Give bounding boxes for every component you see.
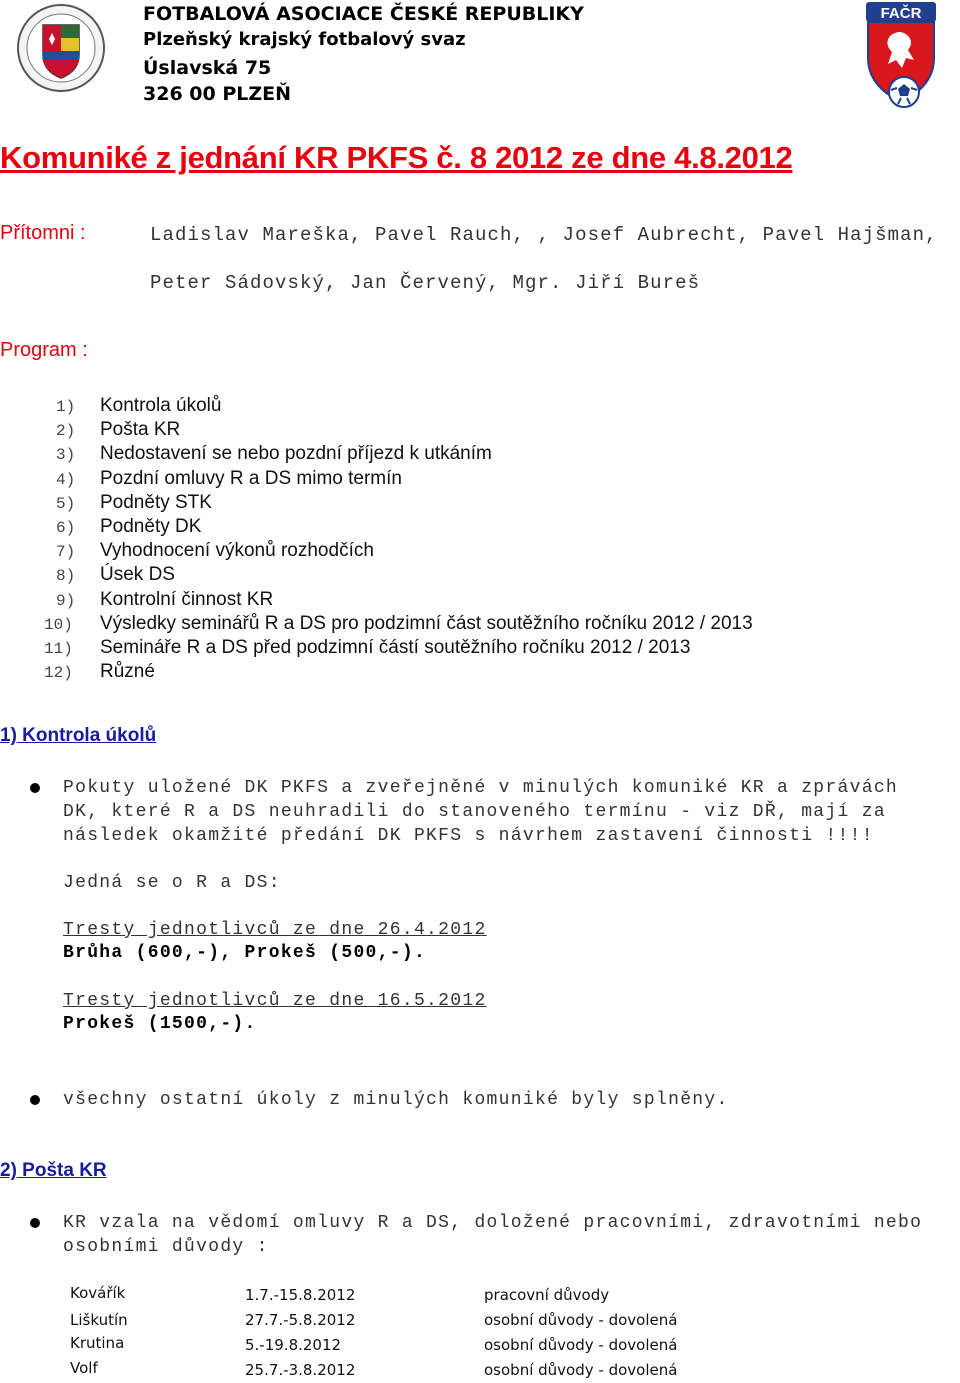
- excuse-name: Liškutín: [70, 1311, 128, 1329]
- section-1-bullet-2: všechny ostatní úkoly z minulých komuniké byly splněny.: [63, 1090, 729, 1110]
- excuse-dates: 27.7.-5.8.2012: [245, 1311, 356, 1329]
- excuse-reason: osobní důvody - dovolená: [484, 1311, 678, 1329]
- program-item: 11) Semináře R a DS před podzimní částí soutěžního ročníku 2012 / 2013: [44, 636, 691, 658]
- penalty-2-names: Prokeš (1500,-).: [63, 1014, 257, 1034]
- excuse-row: [70, 1308, 770, 1333]
- attendance-label: Přítomni :: [0, 222, 86, 244]
- program-item: 2) Pošta KR: [56, 419, 181, 441]
- program-item: 10) Výsledky seminářů R a DS pro podzimní část soutěžního ročníku 2012 / 2013: [44, 612, 753, 634]
- attendance-line-1: Ladislav Mareška, Pavel Rauch, , Josef Aubrecht, Pavel Hajšman,: [150, 224, 938, 246]
- pkfs-emblem: [16, 3, 106, 93]
- section-1-bullet-1-line-1: Pokuty uložené DK PKFS a zveřejněné v minulých komuniké KR a zprávách: [63, 778, 899, 798]
- program-item: 7) Vyhodnocení výkonů rozhodčích: [56, 540, 374, 562]
- section-1-bullet-1-line-3: následek okamžité předání DK PKFS s návrhem zastavení činnosti !!!!: [63, 826, 874, 846]
- section-2-heading: 2) Pošta KR: [0, 1160, 107, 1181]
- program-item: 1) Kontrola úkolů: [56, 395, 222, 416]
- program-item: 12) Různé: [44, 661, 155, 683]
- excuse-dates: 1.7.-15.8.2012: [245, 1286, 356, 1304]
- excuse-name: Krutina: [70, 1334, 125, 1352]
- org-name: FOTBALOVÁ ASOCIACE ČESKÉ REPUBLIKY: [143, 3, 584, 25]
- excuse-reason: osobní důvody - dovolená: [484, 1336, 678, 1354]
- program-item: 4) Pozdní omluvy R a DS mimo termín: [56, 467, 402, 489]
- excuses-table: [70, 1283, 770, 1383]
- program-label: Program :: [0, 339, 88, 361]
- excuse-dates: 5.-19.8.2012: [245, 1336, 342, 1354]
- section-1-bullet-1-line-2: DK, které R a DS neuhradili do stanoveného termínu - viz DŘ, mají za: [63, 802, 886, 822]
- program-item: 6) Podněty DK: [56, 515, 202, 537]
- org-street: Úslavská 75: [143, 57, 272, 79]
- bullet-icon: [30, 783, 40, 793]
- penalty-2-title: Tresty jednotlivců ze dne 16.5.2012: [63, 991, 487, 1011]
- section-1-heading: 1) Kontrola úkolů: [0, 725, 157, 746]
- excuse-dates: 25.7.-3.8.2012: [245, 1361, 356, 1379]
- attendance-line-2: Peter Sádovský, Jan Červený, Mgr. Jiří Bureš: [150, 272, 701, 294]
- bullet-icon: [30, 1218, 40, 1228]
- org-subname: Plzeňský krajský fotbalový svaz: [143, 29, 466, 50]
- excuse-row: [70, 1283, 770, 1308]
- facr-logo: [864, 0, 940, 112]
- program-item: 9) Kontrolní činnost KR: [56, 588, 274, 610]
- excuse-row: [70, 1358, 770, 1383]
- program-list: [40, 394, 753, 684]
- penalty-1-title: Tresty jednotlivců ze dne 26.4.2012: [63, 920, 487, 940]
- program-item: 3) Nedostavení se nebo pozdní příjezd k utkáním: [56, 443, 492, 465]
- page-title: Komuniké z jednání KR PKFS č. 8 2012 ze dne 4.8.2012: [0, 140, 793, 175]
- excuse-reason: osobní důvody - dovolená: [484, 1361, 678, 1379]
- program-item: 5) Podněty STK: [56, 491, 212, 513]
- excuse-name: Volf: [70, 1359, 98, 1377]
- excuse-reason: pracovní důvody: [484, 1286, 610, 1304]
- section-2-bullet-1-line-2: osobními důvody :: [63, 1237, 269, 1257]
- excuse-row: [70, 1333, 770, 1358]
- facr-logo-text: FAČR: [880, 5, 922, 22]
- penalty-1-names: Brůha (600,-), Prokeš (500,-).: [63, 943, 427, 963]
- bullet-icon: [30, 1095, 40, 1105]
- section-2-bullet-1-line-1: KR vzala na vědomí omluvy R a DS, doložené pracovními, zdravotními nebo: [63, 1213, 923, 1233]
- excuse-name: Kovářík: [70, 1284, 126, 1302]
- section-1-intro: Jedná se o R a DS:: [63, 873, 281, 893]
- org-city: 326 00 PLZEŇ: [143, 83, 292, 105]
- program-item: 8) Úsek DS: [56, 564, 175, 586]
